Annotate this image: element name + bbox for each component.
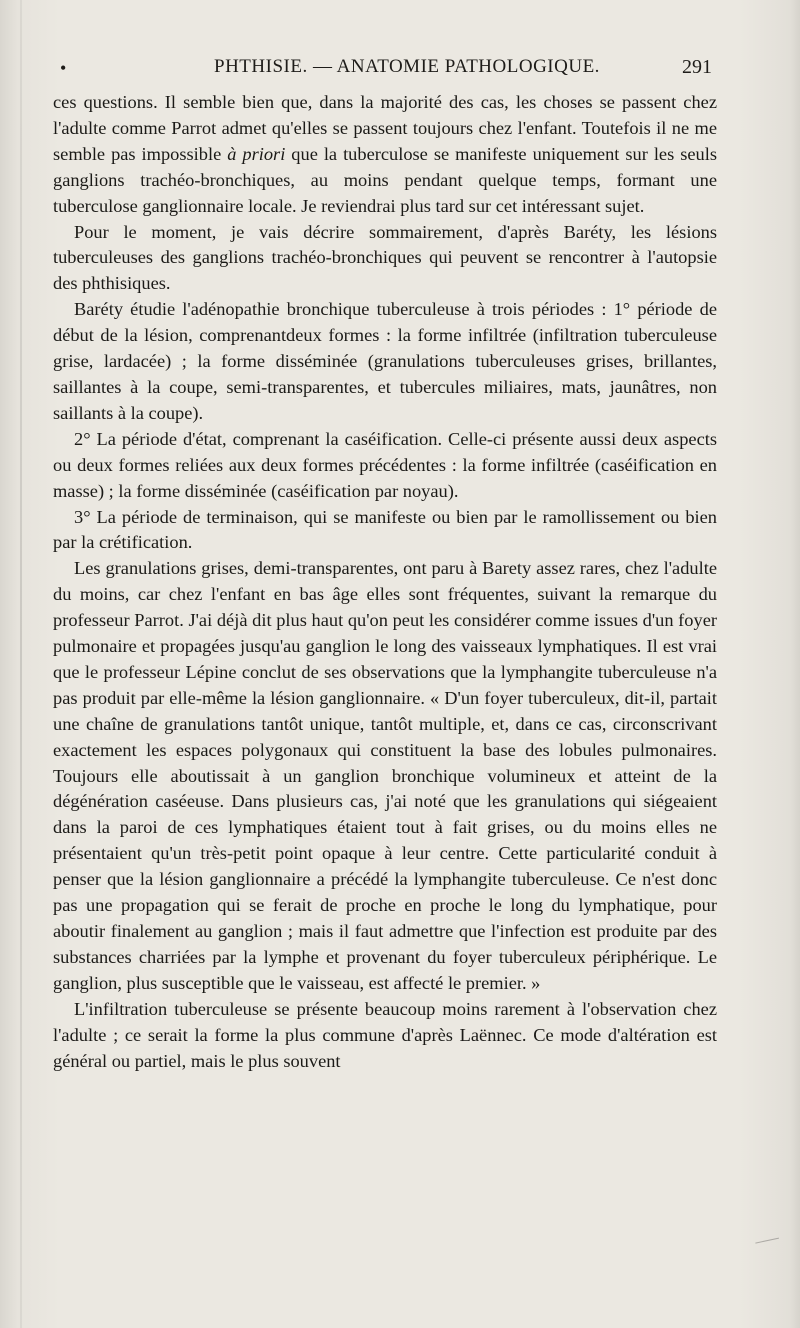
paragraph-3: Baréty étudie l'adénopathie bronchique tuberculeuse à trois périodes : 1° période de début de la lésion, comprenantdeux formes : la forme infiltrée (infiltration tuberculeuse grise, lardacée) ; la forme disséminée (granulations tuberculeuses grises, brillantes, saillantes à la coupe, semi-transparentes, et tubercules miliaires, mats, jaunâtres, non saillants à la coupe). xyxy=(53,299,717,423)
running-header xyxy=(54,56,712,82)
body-text xyxy=(53,90,717,1074)
paragraph-2: Pour le moment, je vais décrire sommairement, d'après Baréty, les lésions tuberculeuses des ganglions trachéo-bronchiques qui peuvent se rencontrer à l'autopsie des phthisiques. xyxy=(53,221,717,294)
paragraph-6: Les granulations grises, demi-transparentes, ont paru à Barety assez rares, chez l'adulte du moins, car chez l'enfant en bas âge elles sont fréquentes, suivant la remarque du professeur Parrot. J'ai déjà dit plus haut qu'on peut les considérer comme issues d'un foyer pulmonaire et propagées jusqu'au ganglion le long des vaisseaux lymphatiques. Il est vrai que le professeur Lépine conclut de ses observations que la lymphangite tuberculeuse n'a pas produit par elle-même la lésion ganglionnaire. « D'un foyer tuberculeux, dit-il, partait une chaîne de granulations tantôt unique, tantôt multiple, et, dans ce cas, circonscrivant exactement les espaces polygonaux qui constituent la base des lobules pulmonaires. Toujours elle aboutissait à un ganglion bronchique volumineux et atteint de la dégénération caséeuse. Dans plusieurs cas, j'ai noté que les granulations qui siégeaient dans la paroi de ces lymphatiques étaient tout à fait grises, ou du moins elles ne présentaient qu'un très-petit point opaque à leur centre. Cette particularité conduit à penser que la lésion ganglionnaire a précédé la lymphangite tuberculeuse. Ce n'est donc pas une propagation qui se ferait de proche en proche le long du lymphatique, pour aboutir finalement au ganglion ; mais il faut admettre que l'infection est produite par des substances charriées par la lymphe et provenant du foyer tuberculeux périphérique. Le ganglion, plus susceptible que le vaisseau, est affecté le premier. » xyxy=(53,558,717,993)
paragraph-7: L'infiltration tuberculeuse se présente beaucoup moins rarement à l'observation chez l'adulte ; ce serait la forme la plus commune d'après Laënnec. Ce mode d'altération est général ou partiel, mais le plus souvent xyxy=(53,998,717,1071)
paragraph-1-end: que la tuberculose se manifeste uniquement sur les seuls ganglions trachéo-bronchiques, au moins pendant quelque temps, formant une tuberculose ganglionnaire locale. Je reviendrai plus tard sur cet intéressant sujet. xyxy=(53,143,717,216)
paragraph-4: 2° La période d'état, comprenant la caséification. Celle-ci présente aussi deux aspects ou deux formes reliées aux deux formes précédentes : la forme infiltrée (caséification en masse) ; la forme disséminée (caséification par noyau). xyxy=(53,428,717,501)
header-bullet: • xyxy=(60,58,67,78)
page-number: 291 xyxy=(682,56,712,78)
running-title: PHTHISIE. — ANATOMIE PATHOLOGIQUE. xyxy=(214,56,600,77)
paragraph-1 xyxy=(53,90,717,220)
margin-smudge xyxy=(755,1238,780,1252)
italic-a-priori: à priori xyxy=(227,143,286,164)
paragraph-5: 3° La période de terminaison, qui se manifeste ou bien par le ramollissement ou bien par la crétification. xyxy=(53,506,717,553)
binding-shadow xyxy=(20,0,22,1328)
paragraph-1-start: ces questions. Il semble bien que, dans la majorité des cas, les choses se passent chez l'adulte comme Parrot admet qu'elles se passent toujours chez l'enfant. Toutefois il ne me semble pas impossible xyxy=(53,92,717,164)
